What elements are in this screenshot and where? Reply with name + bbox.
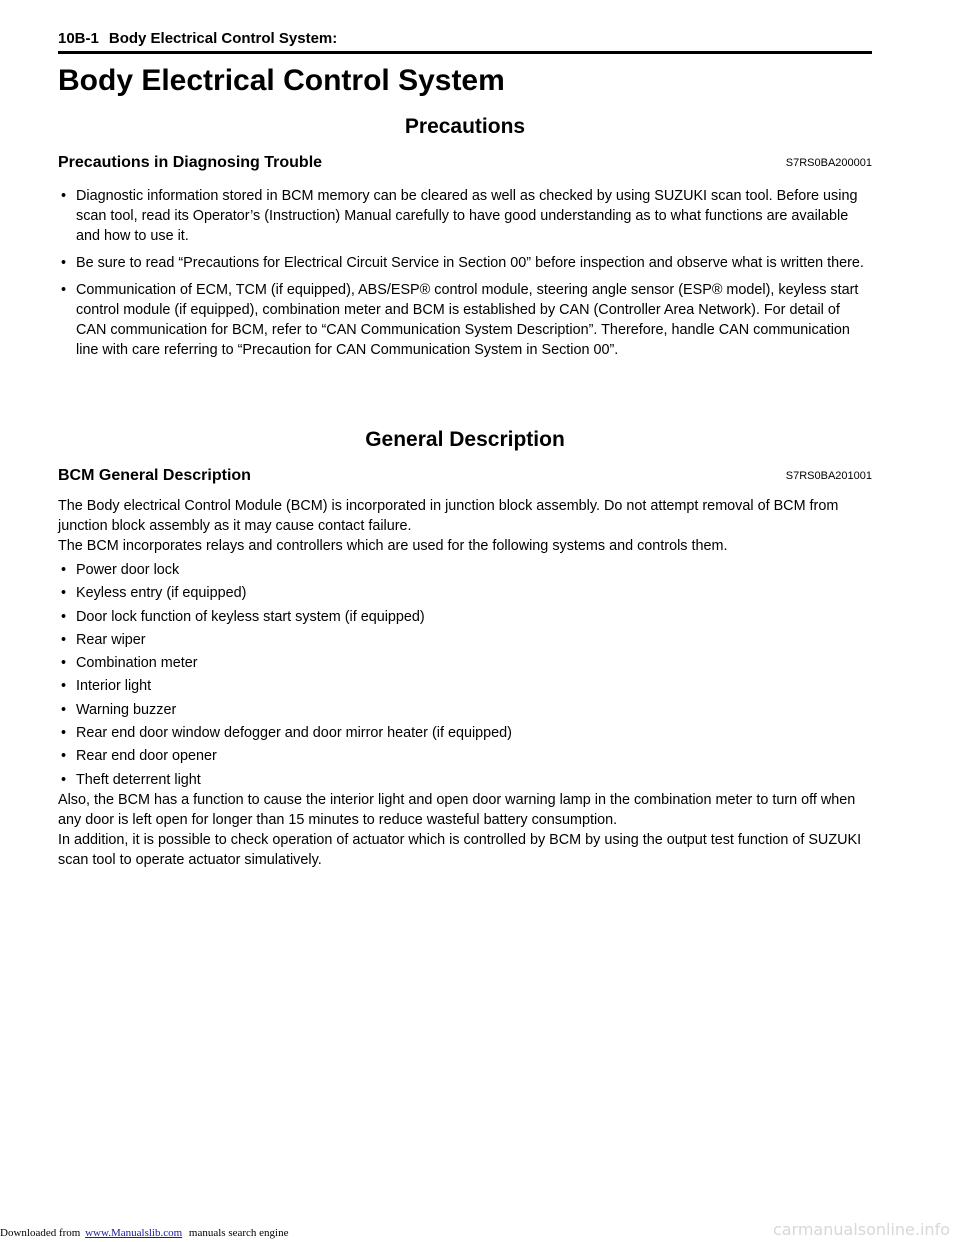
- paragraph: The Body electrical Control Module (BCM) is incorporated in junction block assembly. Do not attempt removal of BCM from junction block assembly as it may cause contact failure.: [58, 498, 839, 534]
- bcm-systems-list: [58, 560, 872, 790]
- list-item: • Rear end door opener: [58, 746, 872, 766]
- bcm-subheading-text: BCM General Description: [58, 467, 251, 484]
- list-item: • Interior light: [58, 676, 872, 696]
- list-item: • Communication of ECM, TCM (if equipped), ABS/ESP® control module, steering angle sensor (ESP® model), keyless start control module (if equipped), combination meter and BCM is established by CAN (Controller Area Network). For detail of CAN communication for BCM, refer to “CAN Communication System Description”. Therefore, handle CAN communication line with care referring to “Precaution for CAN Communication System in Section 00”.: [58, 280, 872, 360]
- bcm-subheading: [58, 466, 872, 486]
- list-item: • Combination meter: [58, 653, 872, 673]
- list-item: • Rear wiper: [58, 630, 872, 650]
- precautions-ref-code: S7RS0BA200001: [785, 157, 872, 169]
- manualslib-link[interactable]: www.Manualslib.com: [85, 1227, 183, 1239]
- bcm-ref-code: S7RS0BA201001: [785, 470, 872, 482]
- list-item: • Theft deterrent light: [58, 770, 872, 790]
- list-item: • Warning buzzer: [58, 700, 872, 720]
- precautions-list: [58, 186, 872, 360]
- running-header: [58, 30, 872, 48]
- general-description-heading: General Description: [365, 428, 565, 451]
- header-rule: [58, 51, 872, 54]
- footer-suffix: manuals search engine: [188, 1227, 289, 1239]
- running-section-title: Body Electrical Control System:: [108, 30, 338, 47]
- bcm-body: [58, 496, 872, 870]
- footer-prefix: Downloaded from: [0, 1227, 81, 1239]
- page-title: Body Electrical Control System: [58, 64, 505, 97]
- paragraph: Also, the BCM has a function to cause the interior light and open door warning lamp in the combination meter to turn off when any door is left open for longer than 15 minutes to reduce wasteful battery consumption.: [58, 791, 856, 828]
- list-item: • Door lock function of keyless start system (if equipped): [58, 607, 872, 627]
- list-item: • Rear end door window defogger and door mirror heater (if equipped): [58, 723, 872, 743]
- paragraph: The BCM incorporates relays and controllers which are used for the following systems and controls them.: [58, 538, 728, 554]
- precautions-heading: Precautions: [404, 115, 526, 138]
- download-footer: [0, 1227, 288, 1240]
- list-item: • Diagnostic information stored in BCM memory can be cleared as well as checked by using SUZUKI scan tool. Before using scan tool, read its Operator’s (Instruction) Manual carefully to have good understanding as to what functions are available and how to use it.: [58, 186, 872, 246]
- paragraph: In addition, it is possible to check operation of actuator which is controlled by BCM by using the output test function of SUZUKI scan tool to operate actuator simulatively.: [58, 831, 862, 868]
- list-item: • Power door lock: [58, 560, 872, 580]
- list-item: • Be sure to read “Precautions for Electrical Circuit Service in Section 00” before inspection and observe what is written there.: [58, 253, 872, 273]
- list-item: • Keyless entry (if equipped): [58, 583, 872, 603]
- precautions-subheading: [58, 153, 872, 173]
- precautions-subheading-text: Precautions in Diagnosing Trouble: [58, 154, 323, 171]
- precautions-body: [58, 186, 872, 367]
- page-code: 10B-1: [58, 30, 99, 47]
- watermark: carmanualsonline.info: [772, 1220, 950, 1239]
